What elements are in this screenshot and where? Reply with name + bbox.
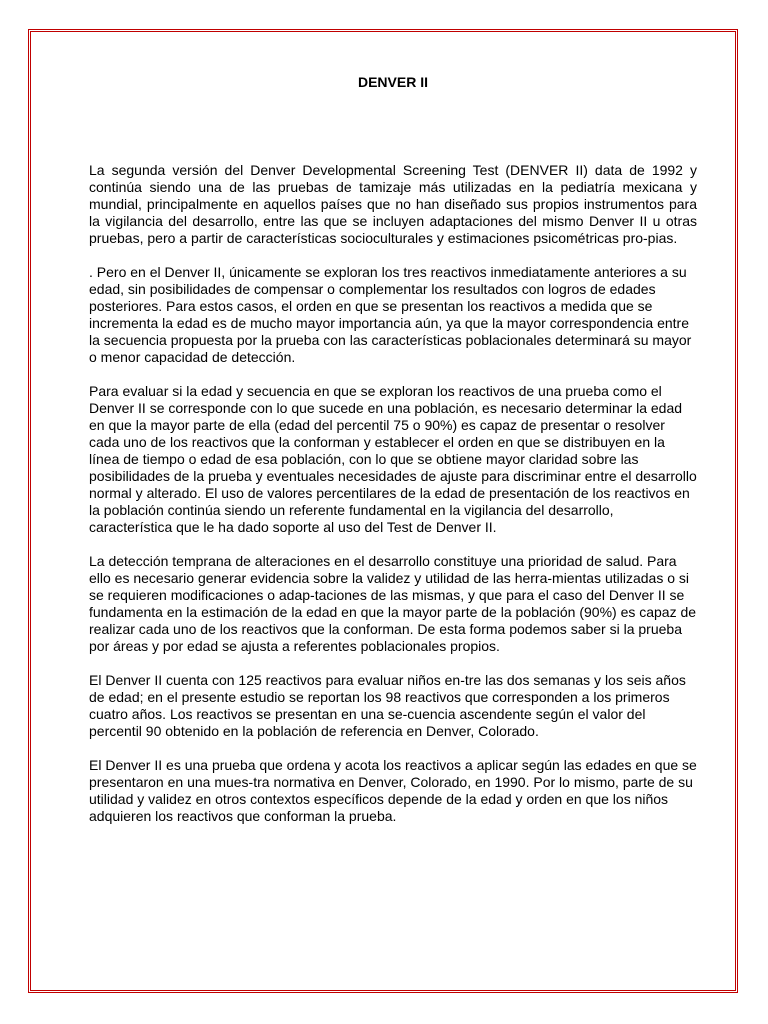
paragraph-6: El Denver II es una prueba que ordena y acota los reactivos a aplicar según las edades en que se presentaron en una mues-tra normativa en Denver, Colorado, en 1990. Por lo mismo, parte de su utilidad y validez en otros contextos específicos depende de la edad y orden en que los niños adquieren los reactivos que conforman la prueba. xyxy=(89,757,697,824)
paragraph-1: La segunda versión del Denver Developmental Screening Test (DENVER II) data de 1992 y continúa siendo una de las pruebas de tamizaje más utilizadas en la pediatría mexicana y mundial, principalmente en aquellos países que no han diseñado sus propios instrumentos para la vigilancia del desarrollo, entre las que se incluyen adaptaciones del mismo Denver II u otras pruebas, pero a partir de características socioculturales y estimaciones psicométricas pro-pias. xyxy=(89,162,697,246)
paragraph-4: La detección temprana de alteraciones en el desarrollo constituye una prioridad de salud. Para ello es necesario generar evidencia sobre la validez y utilidad de las herra-mientas utilizadas o si se requieren modificaciones o adap-taciones de las mismas, y que para el caso del Denver II se fundamenta en la estimación de la edad en que la mayor parte de la población (90%) es capaz de realizar cada uno de los reactivos que la conforman. De esta forma podemos saber si la prueba por áreas y por edad se ajusta a referentes poblacionales propios. xyxy=(89,553,697,654)
document-body xyxy=(89,162,697,842)
paragraph-2: . Pero en el Denver II, únicamente se exploran los tres reactivos inmediatamente anteriores a su edad, sin posibilidades de compensar o complementar los resultados con logros de edades posteriores. Para estos casos, el orden en que se presentan los reactivos a medida que se incrementa la edad es de mucho mayor importancia aún, ya que la mayor correspondencia entre la secuencia propuesta por la prueba con las características poblacionales determinará su mayor o menor capacidad de detección. xyxy=(89,264,692,365)
document-title: DENVER II xyxy=(357,74,428,90)
paragraph-5: El Denver II cuenta con 125 reactivos para evaluar niños en-tre las dos semanas y los seis años de edad; en el presente estudio se reportan los 98 reactivos que corresponden a los primeros cuatro años. Los reactivos se presentan en una se-cuencia ascendente según el valor del percentil 90 obtenido en la población de referencia en Denver, Colorado. xyxy=(89,672,686,739)
paragraph-3: Para evaluar si la edad y secuencia en que se exploran los reactivos de una prueba como el Denver II se corresponde con lo que sucede en una población, es necesario determinar la edad en que la mayor parte de ella (edad del percentil 75 o 90%) es capaz de presentar o resolver cada uno de los reactivos que la conforman y establecer el orden en que se distribuyen en la línea de tiempo o edad de esa población, con lo que se obtiene mayor claridad sobre las posibilidades de la prueba y eventuales necesidades de ajuste para discriminar entre el desarrollo normal y alterado. El uso de valores percentilares de la edad de presentación de los reactivos en la población continúa siendo un referente fundamental en la vigilancia del desarrollo, característica que le ha dado soporte al uso del Test de Denver II. xyxy=(89,383,697,535)
